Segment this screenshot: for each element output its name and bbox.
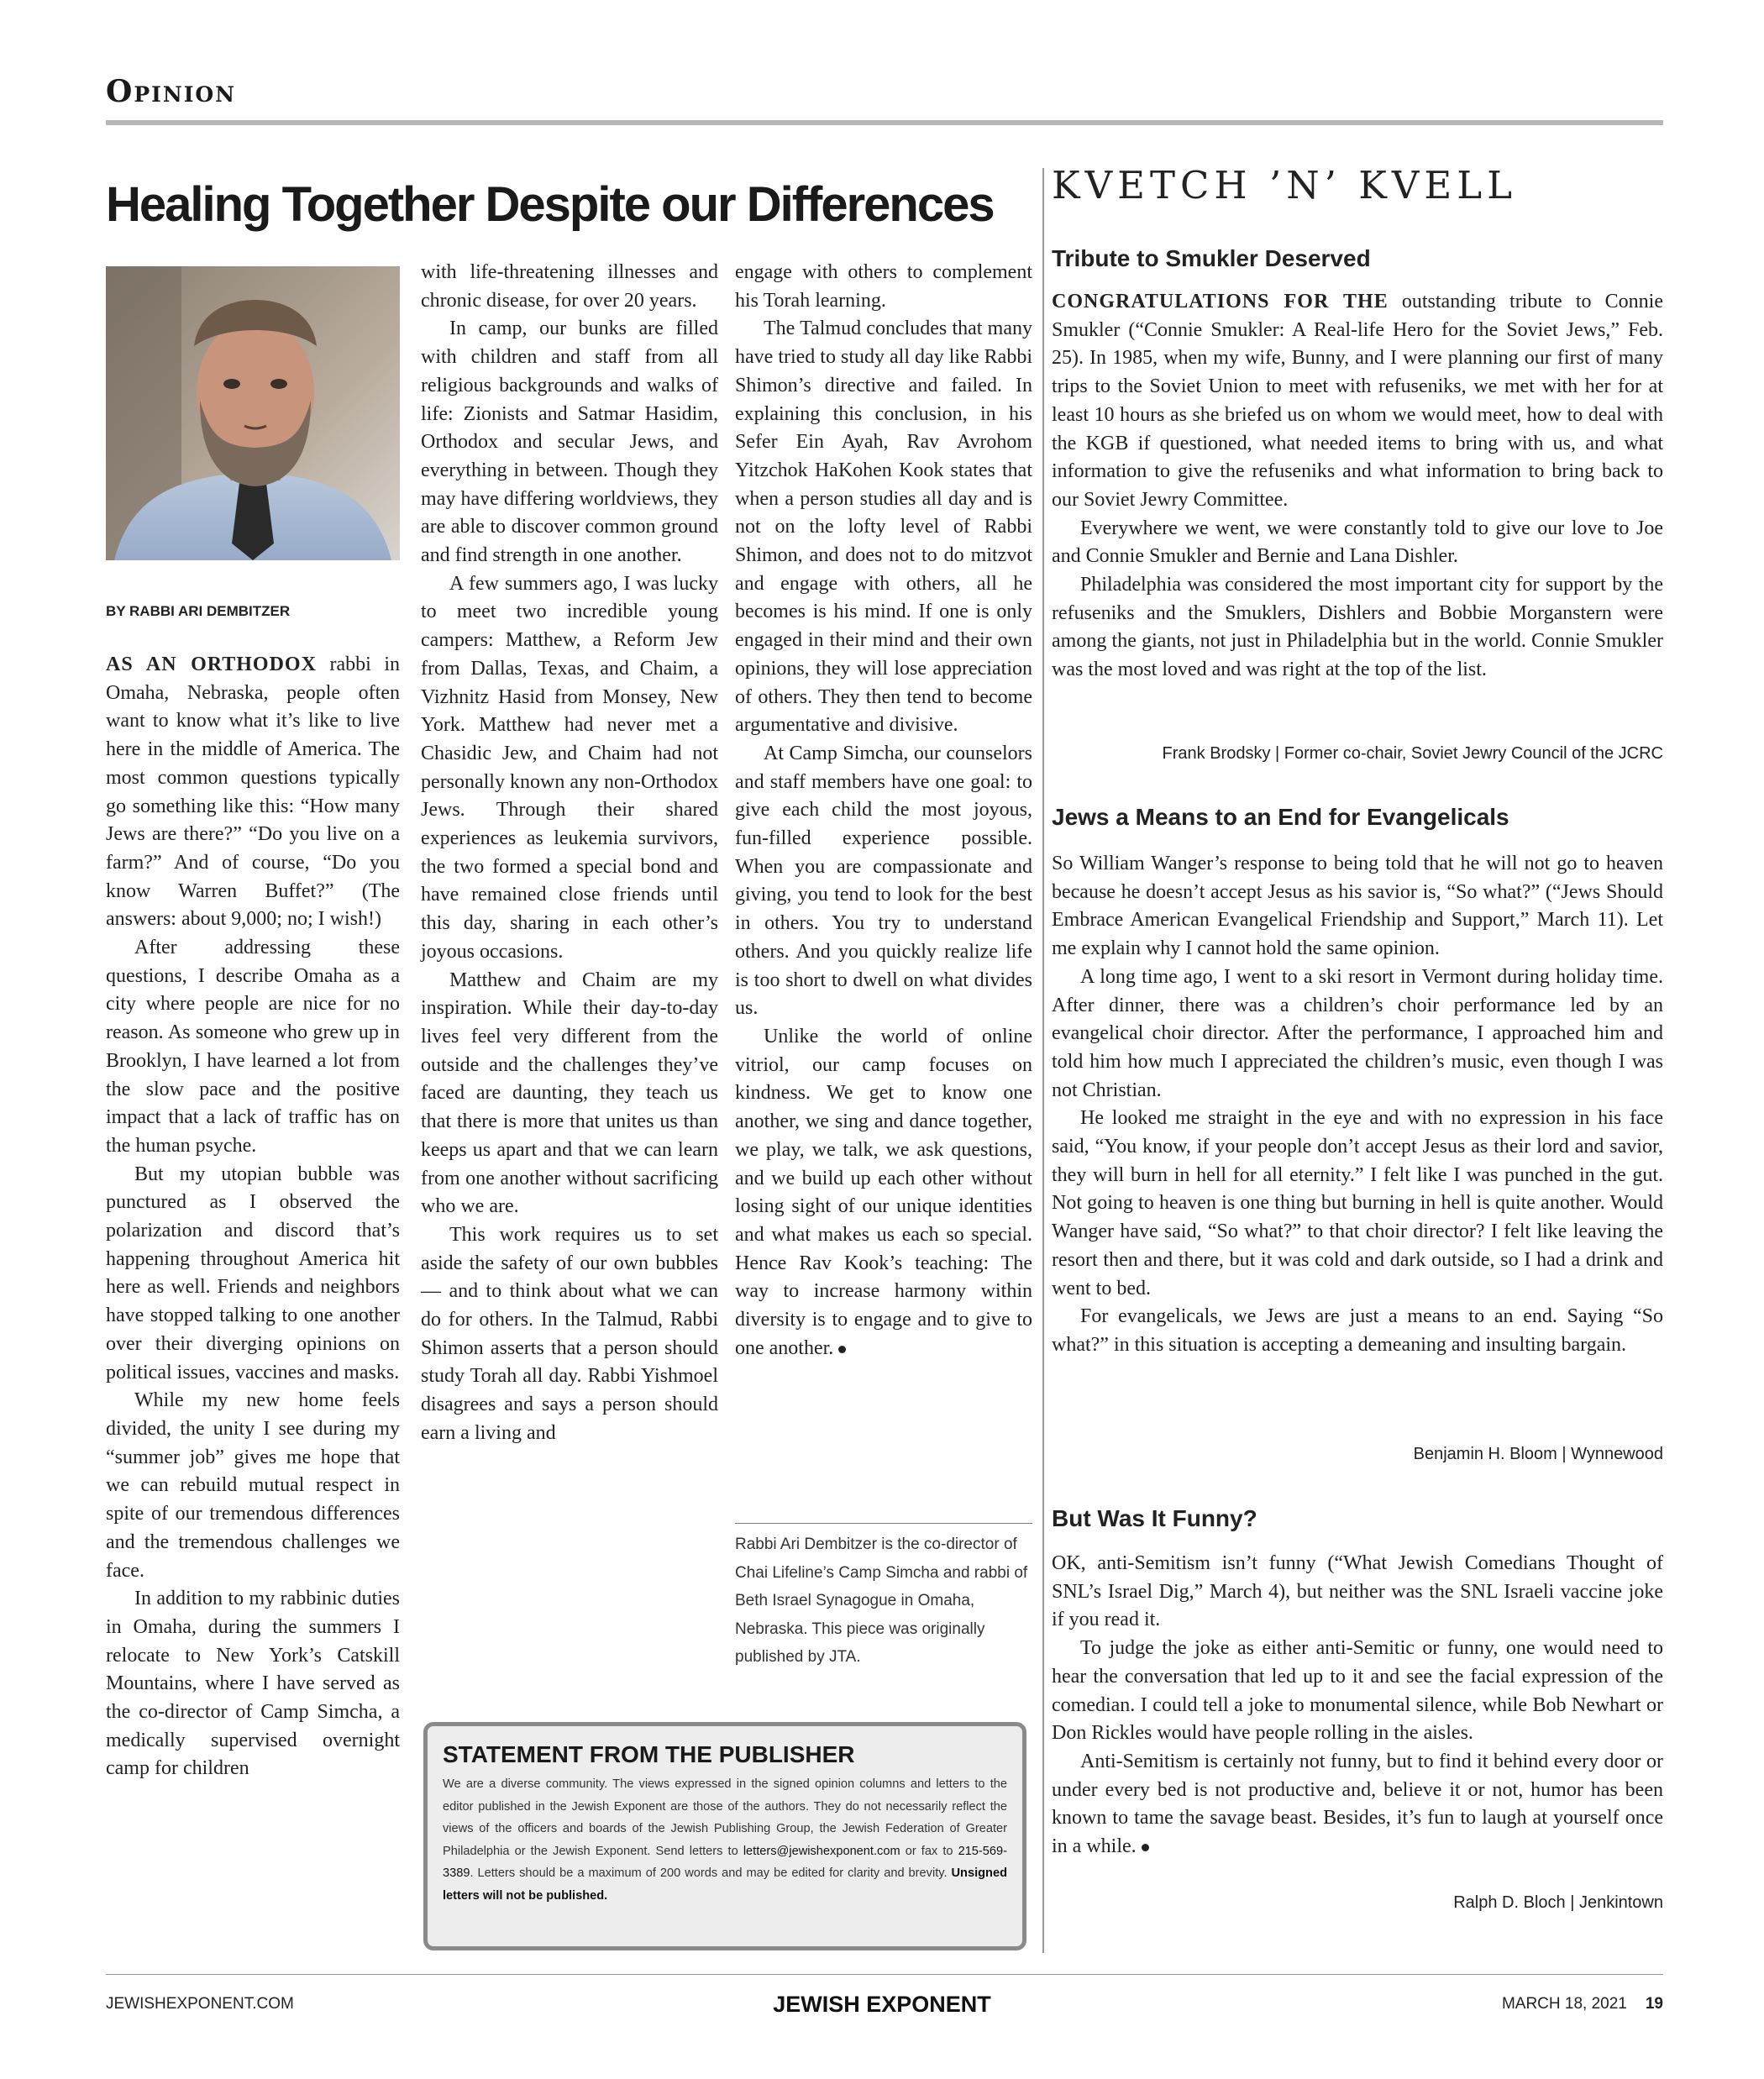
footer-date-page xyxy=(1502,1995,1663,2013)
letter-paragraph: He looked me straight in the eye and with no expression in his face said, “You know, if your people don’t accept Jesus as their lord and savior, they will burn in hell for all eternity.” I felt like I was punched in the gut. Not going to heaven is one thing but burning in hell is quite another. Would Wanger have said, “So what?” to that choir director? I felt like leaving the resort then and there, but it was cold and dark outside, so I had a drink and went to bed. xyxy=(1052,1107,1663,1299)
article-column-3 xyxy=(735,259,1032,1362)
letter-paragraph: For evangelicals, we Jews are just a means to an end. Saying “So what?” in this situation is accepting a demeaning and insulting bargain. xyxy=(1052,1305,1663,1356)
letter-paragraph xyxy=(1052,1748,1663,1861)
article-paragraph: In camp, our bunks are filled with children and staff from all religious backgrounds and walks of life: Zionists and Satmar Hasidim, Orthodox and secular Jews, and everything in between. Though they may have differing worldviews, they are able to discover common ground and find strength in one another. xyxy=(421,318,718,567)
publisher-statement-text xyxy=(443,1773,1007,1907)
letter-signature: Benjamin H. Bloom | Wynnewood xyxy=(1413,1445,1663,1463)
section-label: Opinion xyxy=(106,74,237,109)
statement-unsigned-note: Unsigned letters will not be published. xyxy=(443,1866,1007,1903)
article-byline: BY RABBI ARI DEMBITZER xyxy=(106,603,291,619)
letter-signature: Ralph D. Bloch | Jenkintown xyxy=(1453,1893,1663,1912)
paragraph-text: Unlike the world of online vitriol, our camp focuses on kindness. We get to know one another, we sing and dance together, we play, we talk, we ask questions, and we build up each other without losing sight of our unique identities and what makes us each so special. Hence Rav Kook’s teaching: The way to increase harmony within diversity is to engage and to give to one another. xyxy=(735,1025,1032,1359)
lead-in: CONGRATULATIONS FOR THE xyxy=(1052,291,1389,312)
article-paragraph: A few summers ago, I was lucky to meet two incredible young campers: Matthew, a Reform Jew from Dallas, Texas, and Chaim, a Vizhnitz Hasid from Monsey, New York. Matthew had never met a Chasidic Jew, and Chaim had not personally known any non-Orthodox Jews. Through their shared experiences as leukemia survivors, the two formed a special bond and have remained close friends until this day, sharing in each other’s joyous occasions. xyxy=(421,572,718,963)
article-paragraph xyxy=(106,651,400,934)
article-paragraph: with life-threatening illnesses and chronic disease, for over 20 years. xyxy=(421,261,718,312)
author-portrait-image xyxy=(106,266,400,560)
paragraph-text: outstanding tribute to Connie Smukler (“Connie Smukler: A Real-life Hero for the Soviet Jews,” Feb. 25). In 1985, when my wife, Bunny, and I were planning our first of many trips to the Soviet Union to meet with refuseniks, we met with her for at least 10 hours as she briefed us on whom we would meet, how to deal with the KGB if questioned, what needed items to bring with us, and what information to give the refuseniks and what information to bring back to our Soviet Jewry Committee. xyxy=(1052,291,1664,511)
footer-website[interactable]: JEWISHEXPONENT.COM xyxy=(106,1995,294,2013)
end-mark-icon xyxy=(1142,1844,1149,1851)
letter-paragraph: So William Wanger’s response to being told that he will not go to heaven because he doesn’t accept Jesus as his savior is, “So what?” (“Jews Should Embrace American Evangelical Friendship and Support,” March 11). Let me explain why I cannot hold the same opinion. xyxy=(1052,853,1663,960)
article-column-2 xyxy=(421,259,718,1448)
publisher-statement-title: STATEMENT FROM THE PUBLISHER xyxy=(443,1741,855,1767)
letter-heading: But Was It Funny? xyxy=(1052,1505,1257,1531)
letters-email-link[interactable]: letters@jewishexponent.com xyxy=(743,1844,900,1858)
column-divider xyxy=(1042,168,1044,1953)
letter-signature: Frank Brodsky | Former co-chair, Soviet Jewry Council of the JCRC xyxy=(1162,744,1663,763)
letter-paragraph: To judge the joke as either anti-Semitic or funny, one would need to hear the conversation that led up to it and see the facial expression of the comedian. I could tell a joke to monumental silence, while Bob Newhart or Don Rickles would have people rolling in the aisles. xyxy=(1052,1637,1663,1745)
bio-rule xyxy=(735,1523,1032,1524)
statement-text: We are a diverse community. The views expressed in the signed opinion columns and letters to the editor published in the Jewish Exponent are those of the authors. They do not necessarily reflect the views of the officers and boards of the Jewish Publishing Group, the Jewish Federation of Greater Philadelphia or the Jewish Exponent. Send letters to xyxy=(443,1777,1007,1858)
letter-heading: Jews a Means to an End for Evangelicals xyxy=(1052,804,1509,830)
letter-body xyxy=(1052,850,1663,1360)
article-paragraph: After addressing these questions, I describe Omaha as a city where people are nice for no reason. As someone who grew up in Brooklyn, I have learned a lot from the slow pace and the positive impact that a lack of traffic has on the human psyche. xyxy=(106,937,400,1157)
article-paragraph: Matthew and Chaim are my inspiration. While their day-to-day lives feel very different from the outside and the challenges they’ve faced are daunting, they teach us that there is more that unites us than keeps us apart and that we can learn from one another without sacrificing who we are. xyxy=(421,969,718,1218)
article-headline: Healing Together Despite our Differences xyxy=(106,177,994,232)
paragraph-text: Anti-Semitism is certainly not funny, but to find it behind every door or under every bed is not productive and, believe it or not, humor has been known to tame the savage beast. Besides, it’s fun to laugh at yourself once in a while. xyxy=(1052,1750,1663,1858)
lead-in: AS AN ORTHODOX xyxy=(106,654,317,675)
letter-paragraph xyxy=(1052,288,1663,515)
article-column-1 xyxy=(106,651,400,1783)
paragraph-text: rabbi in Omaha, Nebraska, people often want to know what it’s like to live here in the middle of America. The most common questions typically go something like this: “How many Jews are there?” “Do you live on a farm?” And of course, “Do you know Warren Buffet?” (The answers: about 9,000; no; I wish!) xyxy=(106,654,400,931)
letters-column-title: KVETCH ’N’ KVELL xyxy=(1052,163,1517,207)
letter-paragraph: Philadelphia was considered the most important city for support by the refuseniks and the Smuklers, Dishlers and Bobbie Morganstern were among the giants, not just in Philadelphia but in the world. Connie Smukler was the most loved and was right at the top of the list. xyxy=(1052,574,1663,681)
article-paragraph xyxy=(735,1023,1032,1362)
letter-body xyxy=(1052,1550,1663,1861)
author-bio: Rabbi Ari Dembitzer is the co-director of Chai Lifeline’s Camp Simcha and rabbi of Beth Israel Synagogue in Omaha, Nebraska. This piece was originally published by JTA. xyxy=(735,1536,1028,1666)
publisher-statement-box xyxy=(423,1722,1026,1950)
end-mark-icon xyxy=(838,1346,846,1353)
letter-body xyxy=(1052,288,1663,685)
statement-text: or fax to xyxy=(900,1844,958,1858)
article-paragraph: engage with others to complement his Torah learning. xyxy=(735,261,1032,312)
footer-publication: JEWISH EXPONENT xyxy=(773,1992,991,2017)
footer-date: MARCH 18, 2021 xyxy=(1501,1995,1627,2013)
article-paragraph: While my new home feels divided, the unity I see during my “summer job” gives me hope that we can rebuild mutual respect in spite of our tremendous differences and the tremendous challenges we face. xyxy=(106,1389,400,1582)
header-rule xyxy=(106,120,1663,125)
article-paragraph: At Camp Simcha, our counselors and staff members have one goal: to give each child the most joyous, fun-filled experience possible. When you are compassionate and giving, you tend to look for the best in others. You try to understand others. And you quickly realize life is too short to dwell on what divides us. xyxy=(735,742,1032,1020)
statement-text: . Letters should be a maximum of 200 words and may be edited for clarity and brevity. xyxy=(470,1866,952,1880)
article-paragraph: In addition to my rabbinic duties in Omaha, during the summers I relocate to New York’s Catskill Mountains, where I have served as the co-director of Camp Simcha, a medically supervised overnight camp for children xyxy=(106,1588,400,1780)
article-paragraph: The Talmud concludes that many have tried to study all day like Rabbi Shimon’s directive and failed. In explaining this conclusion, in his Sefer Ein Ayah, Rav Avrohom Yitzchok HaKohen Kook states that when a person studies all day and is not on the lofty level of Rabbi Shimon, and does not to do mitzvot and engage with others, all he becomes is his mind. If one is only engaged in their mind and their own opinions, they will lose appreciation of others. They then tend to become argumentative and divisive. xyxy=(735,318,1032,737)
letter-paragraph: OK, anti-Semitism isn’t funny (“What Jewish Comedians Thought of SNL’s Israel Dig,” March 4), but neither was the SNL Israeli vaccine joke if you read it. xyxy=(1052,1552,1663,1631)
fax-number: 215-569-3389 xyxy=(443,1844,1007,1880)
page-number: 19 xyxy=(1645,1995,1663,2013)
article-paragraph: This work requires us to set aside the safety of our own bubbles — and to think about what we can do for others. In the Talmud, Rabbi Shimon asserts that a person should study Torah all day. Rabbi Yishmoel disagrees and says a person should earn a living and xyxy=(421,1223,718,1444)
article-paragraph: But my utopian bubble was punctured as I observed the polarization and discord that’s happening throughout America hit here as well. Friends and neighbors have stopped talking to one another over their diverging opinions on political issues, vaccines and masks. xyxy=(106,1163,400,1383)
letter-paragraph: A long time ago, I went to a ski resort in Vermont during holiday time. After dinner, there was a children’s choir performance led by an evangelical choir director. After the performance, I approached him and told him how much I appreciated the children’s music, even though I was not Christian. xyxy=(1052,965,1663,1101)
footer-rule xyxy=(106,1974,1663,1975)
author-photo xyxy=(106,266,400,560)
letter-paragraph: Everywhere we went, we were constantly told to give our love to Joe and Connie Smukler and Bernie and Lana Dishler. xyxy=(1052,517,1663,568)
letter-heading: Tribute to Smukler Deserved xyxy=(1052,245,1371,271)
